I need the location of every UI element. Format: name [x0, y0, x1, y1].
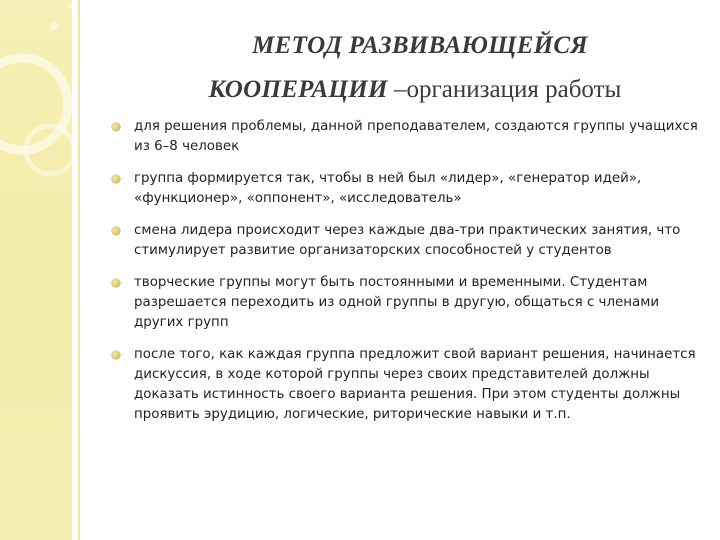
title-line-2 — [140, 68, 690, 112]
title-rest: –организация работы — [387, 76, 622, 103]
bullet-item — [110, 117, 700, 157]
bullet-icon — [112, 279, 120, 287]
bullet-text: после того, как каждая группа предложит свой вариант решения, начинается дискуссия, в ходе которой группы через своих представителей должны доказать истинность своего варианта решения. При этом студенты должны проявить эрудицию, логические, риторические навыки и т.п. — [134, 347, 696, 422]
bullet-text: смена лидера происходит через каждые два-три практических занятия, что стимулирует развитие организаторских способностей у студентов — [134, 223, 681, 258]
side-divider — [78, 0, 80, 540]
title-emphasis: КООПЕРАЦИИ — [208, 76, 388, 103]
slide-title — [140, 24, 690, 112]
title-line-1: МЕТОД РАЗВИВАЮЩЕЙСЯ — [252, 32, 588, 59]
bullet-icon — [112, 351, 120, 359]
bullet-text: группа формируется так, чтобы в ней был «лидер», «генератор идей», «функционер», «оппонент», «исследователь» — [134, 171, 642, 206]
bullet-item — [110, 221, 700, 261]
bullet-text: творческие группы могут быть постоянными и временными. Студентам разрешается переходить из одной группы в другую, общаться с членами других групп — [134, 275, 660, 330]
bullet-item — [110, 169, 700, 209]
bullet-list — [110, 117, 700, 437]
bullet-item — [110, 345, 700, 425]
side-band — [0, 0, 72, 540]
bullet-icon — [112, 227, 120, 235]
bullet-icon — [112, 123, 120, 131]
bullet-item — [110, 273, 700, 333]
bullet-icon — [112, 175, 120, 183]
bullet-text: для решения проблемы, данной преподавателем, создаются группы учащихся из 6–8 человек — [134, 119, 698, 154]
